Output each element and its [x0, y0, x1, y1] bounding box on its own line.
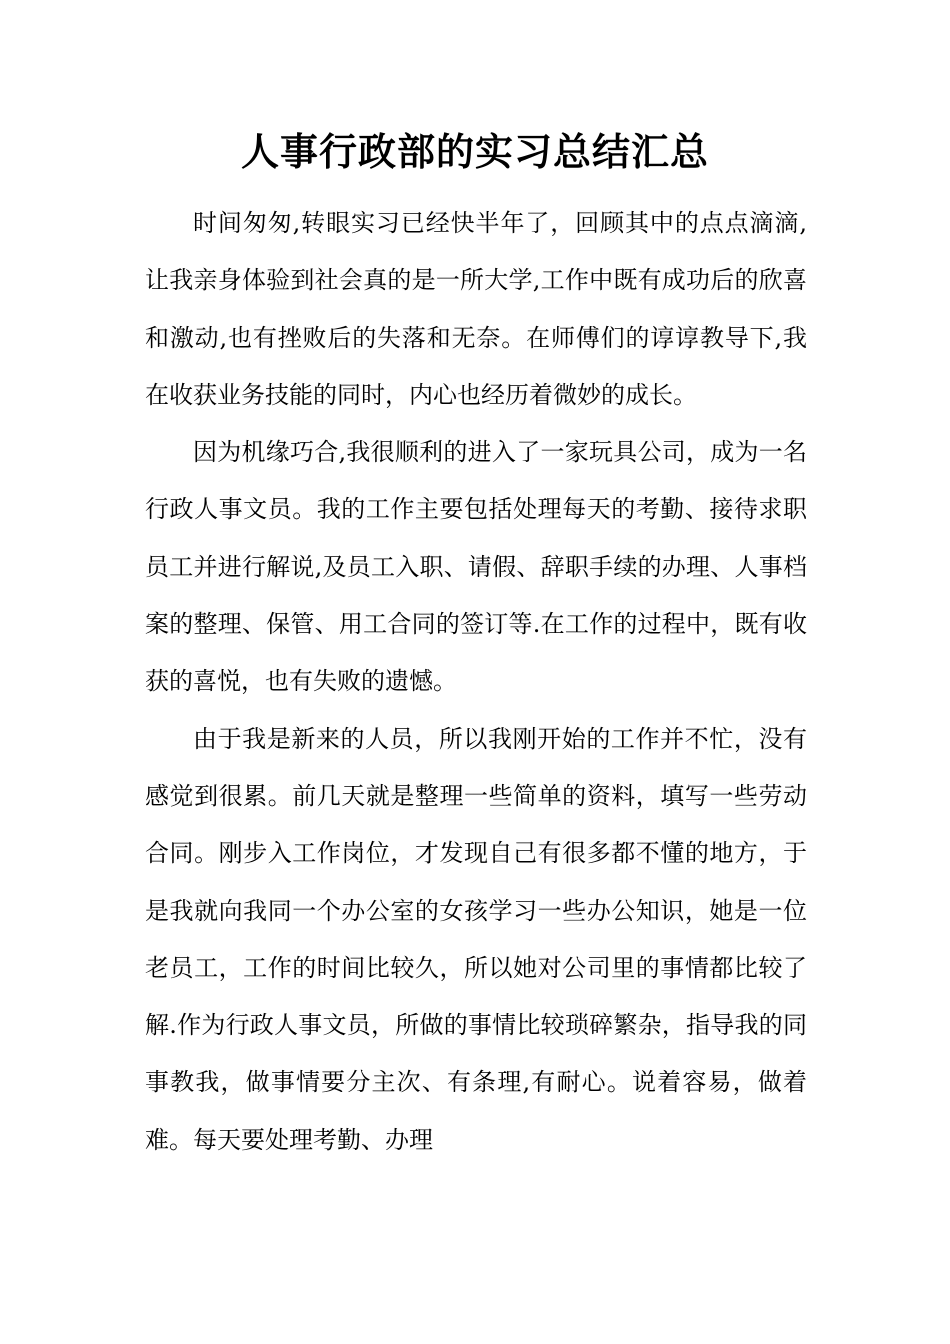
paragraph-1: 时间匆匆,转眼实习已经快半年了，回顾其中的点点滴滴,让我亲身体验到社会真的是一所大学,工作中既有成功后的欣喜和激动,也有挫败后的失落和无奈。在师傅们的谆谆教导下,我在收获业务技能的同时，内心也经历着微妙的成长。	[145, 209, 807, 409]
paragraph-2: 因为机缘巧合,我很顺利的进入了一家玩具公司，成为一名行政人事文员。我的工作主要包括处理每天的考勤、接待求职员工并进行解说,及员工入职、请假、辞职手续的办理、人事档案的整理、保管、用工合同的签订等.在工作的过程中，既有收获的喜悦，也有失败的遗憾。	[145, 438, 807, 696]
document-body	[145, 195, 807, 1169]
paragraph-3: 由于我是新来的人员，所以我刚开始的工作并不忙，没有感觉到很累。前几天就是整理一些简单的资料，填写一些劳动合同。刚步入工作岗位，才发现自己有很多都不懂的地方，于是我就向我同一个办公室的女孩学习一些办公知识，她是一位老员工，工作的时间比较久，所以她对公司里的事情都比较了解.作为行政人事文员，所做的事情比较琐碎繁杂，指导我的同事教我，做事情要分主次、有条理,有耐心。说着容易，做着难。每天要处理考勤、办理	[145, 724, 807, 1154]
document-title: 人事行政部的实习总结汇总	[240, 129, 709, 174]
